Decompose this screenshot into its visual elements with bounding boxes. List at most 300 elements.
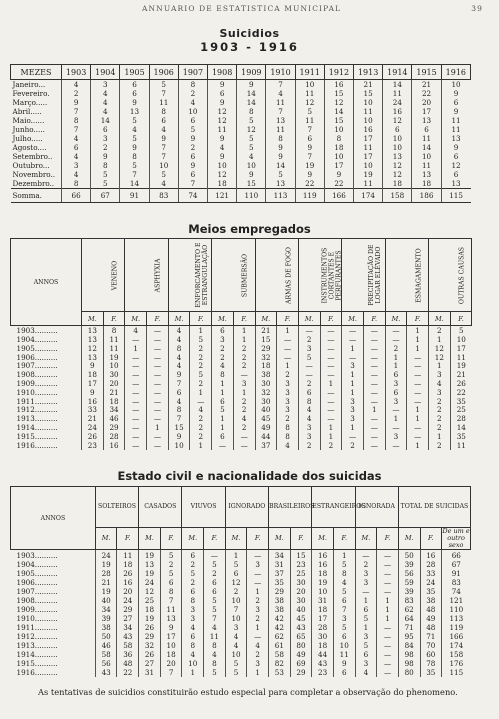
year-label: 1906.......... (16, 578, 58, 587)
table-cell: — (247, 569, 269, 578)
table1-title: Suicidios (219, 27, 280, 40)
male-header: M. (139, 528, 161, 550)
table-cell: — (147, 326, 169, 337)
sum-cell: 119 (295, 189, 324, 203)
table-cell: 6 (298, 389, 320, 398)
table-cell: 38 (420, 596, 442, 605)
male-header: M. (355, 528, 377, 550)
sum-cell: 66 (62, 189, 91, 203)
table-cell: 11 (354, 107, 383, 116)
table-cell: 16 (383, 107, 412, 116)
table-cell: — (320, 389, 342, 398)
table-cell: 2 (429, 326, 451, 337)
table-cell: 6 (225, 569, 247, 578)
table-row (11, 596, 471, 605)
table-cell: — (363, 415, 385, 424)
table-cell: 5 (120, 134, 149, 143)
table-cell: 2 (182, 578, 204, 587)
female-header: F. (190, 312, 212, 326)
table-cell: 4 (178, 98, 207, 107)
table-cell: 7 (62, 107, 91, 116)
table-cell: 4 (233, 415, 255, 424)
table-row (11, 550, 471, 561)
year-label: 1914.......... (16, 650, 58, 659)
table-cell: 1 (247, 623, 269, 632)
table-cell: 10 (225, 596, 247, 605)
table-cell: — (233, 371, 255, 380)
table-cell: 9 (149, 134, 178, 143)
table-cell: 24 (139, 578, 161, 587)
table-cell: 7 (266, 107, 295, 116)
table-cell: 18 (160, 650, 182, 659)
table-cell: 10 (324, 125, 353, 134)
table-cell: 11 (354, 143, 383, 152)
table-cell: 8 (324, 134, 353, 143)
table-cell: 5 (204, 605, 226, 614)
table-cell: 15 (324, 116, 353, 125)
table-cell: 2 (233, 362, 255, 371)
table-cell: 3 (342, 406, 364, 415)
table-cell: 2 (204, 569, 226, 578)
table-cell: 21 (412, 80, 441, 90)
table-cell: — (147, 442, 169, 451)
table-cell: 12 (295, 98, 324, 107)
year-label: 1913.......... (16, 641, 58, 650)
table-cell: 56 (398, 569, 420, 578)
table-cell: 7 (160, 668, 182, 677)
table-cell: 24 (82, 424, 104, 433)
table-cell: 7 (204, 614, 226, 623)
table-cell: — (377, 578, 399, 587)
table-cell: 27 (117, 614, 139, 623)
male-header: M. (82, 312, 104, 326)
year-label: 1907.......... (16, 587, 58, 596)
table-cell: 71 (398, 623, 420, 632)
table-cell: 3 (212, 336, 234, 345)
month-label: Junho..... (12, 125, 45, 134)
table-cell: 49 (255, 424, 277, 433)
female-header: F. (377, 528, 399, 550)
table-row (11, 587, 471, 596)
table-cell: 8 (178, 80, 207, 90)
table-cell: 82 (269, 659, 291, 668)
table-cell: 17 (354, 152, 383, 161)
table-cell: 1 (342, 371, 364, 380)
method-header (385, 239, 428, 312)
table-cell: 71 (420, 632, 442, 641)
table-cell: 1 (190, 442, 212, 451)
table-cell: 3 (277, 380, 299, 389)
month-label: Abril..... (12, 107, 42, 116)
table-cell: 11 (295, 116, 324, 125)
table-cell: 1 (277, 326, 299, 337)
table-cell: — (363, 442, 385, 451)
table-cell: 1 (277, 362, 299, 371)
table-cell: 4 (62, 170, 91, 179)
table-cell: — (377, 623, 399, 632)
male-header: M. (212, 312, 234, 326)
female-header: F. (420, 528, 442, 550)
month-label: Fevereiro. (12, 89, 50, 98)
month-label: Maio...... (12, 116, 45, 125)
method-header (429, 239, 472, 312)
table-cell: 1 (247, 587, 269, 596)
table-cell: 5 (450, 326, 472, 337)
table-cell: 6 (182, 587, 204, 596)
table-cell: 4 (225, 641, 247, 650)
table-cell: 26 (450, 380, 472, 389)
table-cell: 2 (178, 143, 207, 152)
year-label: 1904.......... (16, 335, 58, 344)
sum-label: Somma. (11, 189, 62, 203)
table-cell: 1 (147, 424, 169, 433)
table-cell: 32 (255, 389, 277, 398)
sum-cell: 91 (120, 189, 149, 203)
table-cell: — (125, 415, 147, 424)
table-cell: — (147, 389, 169, 398)
table-cell: 4 (277, 442, 299, 451)
table-cell: 4 (298, 406, 320, 415)
month-label: Setembro.. (12, 152, 53, 161)
table-cell: 43 (95, 668, 117, 677)
table-cell: 11 (441, 125, 470, 134)
table-cell: 59 (398, 578, 420, 587)
table-cell: 12 (82, 345, 104, 354)
table-cell: 10 (441, 80, 470, 90)
table-cell: 1 (233, 389, 255, 398)
table-cell: — (233, 442, 255, 451)
table-row (11, 442, 472, 451)
table-cell: 40 (95, 596, 117, 605)
table-cell: 10 (103, 362, 125, 371)
table-cell: 38 (269, 596, 291, 605)
table-cell: 21 (450, 371, 472, 380)
year-label: 1911.......... (16, 623, 58, 632)
table-cell: 26 (139, 623, 161, 632)
table-row (11, 641, 471, 650)
sum-cell: 186 (412, 189, 441, 203)
table-cell: 39 (398, 587, 420, 596)
table-cell: 14 (237, 98, 266, 107)
table-cell: — (407, 362, 429, 371)
table-cell: 6 (212, 433, 234, 442)
group-header: IGNORADO (225, 487, 268, 528)
table-cell: 18 (208, 179, 237, 189)
table-cell: 7 (160, 596, 182, 605)
table-cell: 18 (103, 398, 125, 407)
table-cell: 10 (295, 80, 324, 90)
table-cell: — (320, 415, 342, 424)
table-cell: 2 (212, 345, 234, 354)
table-cell: 9 (168, 433, 190, 442)
table-cell: 2 (190, 380, 212, 389)
table-cell: 3 (62, 161, 91, 170)
table-cell: 19 (354, 170, 383, 179)
table-cell: 16 (312, 550, 334, 561)
table-row (11, 98, 471, 107)
table-cell: 6 (385, 371, 407, 380)
table-cell: 9 (237, 80, 266, 90)
table-cell: 64 (398, 614, 420, 623)
table-cell: 33 (420, 569, 442, 578)
table-cell: 1 (320, 424, 342, 433)
male-header: M. (385, 312, 407, 326)
table-cell: 6 (182, 632, 204, 641)
table-cell: 35 (450, 433, 472, 442)
sum-cell: 110 (237, 189, 266, 203)
table-cell: 4 (237, 152, 266, 161)
table-row (11, 134, 471, 143)
table-cell: 9 (208, 152, 237, 161)
table-row (11, 80, 471, 90)
year-label: 1908.......... (16, 370, 58, 380)
table-cell: 98 (398, 650, 420, 659)
table1-subtitle: 1903 - 1916 (200, 40, 299, 54)
table-cell: 11 (266, 98, 295, 107)
method-header (212, 239, 255, 312)
table-row (11, 125, 471, 134)
method-label: INSTRUMENTOS CORTANTES E PERFURANTES (321, 247, 343, 303)
table-cell: 83 (442, 578, 471, 587)
sum-cell: 74 (178, 189, 207, 203)
table-cell: — (147, 371, 169, 380)
female-header: F. (277, 312, 299, 326)
female-header: F. (204, 528, 226, 550)
table-cell: — (385, 406, 407, 415)
table-cell: 62 (398, 605, 420, 614)
table-cell: 4 (168, 398, 190, 407)
table-cell: — (377, 560, 399, 569)
female-header: F. (363, 312, 385, 326)
sum-cell: 113 (266, 189, 295, 203)
table-cell: 4 (168, 326, 190, 337)
male-header: M. (168, 312, 190, 326)
table-cell: — (407, 354, 429, 363)
method-header (125, 239, 168, 312)
male-header: M. (269, 528, 291, 550)
row-header: ANNOS (11, 487, 96, 550)
table-cell: 28 (420, 560, 442, 569)
table-cell: 39 (95, 614, 117, 623)
table-cell: 5 (182, 569, 204, 578)
table-cell: 6 (149, 116, 178, 125)
table-cell: 8 (62, 179, 91, 189)
table-cell: — (147, 398, 169, 407)
table-cell: — (147, 336, 169, 345)
method-header (255, 239, 298, 312)
table-cell: 6 (62, 143, 91, 152)
table-cell: 19 (95, 587, 117, 596)
table-cell: — (125, 371, 147, 380)
table-cell: 3 (225, 623, 247, 632)
table-cell: 18 (255, 362, 277, 371)
table-cell: 10 (354, 161, 383, 170)
table-cell: 80 (290, 641, 312, 650)
table-cell: 1 (363, 406, 385, 415)
table-cell: 46 (95, 641, 117, 650)
group-header: BRASILEIROS (269, 487, 312, 528)
table-cell: 7 (149, 152, 178, 161)
table-cell: 12 (324, 98, 353, 107)
table-cell: 2 (277, 415, 299, 424)
table-cell: 1 (225, 550, 247, 561)
table-cell: 2 (233, 406, 255, 415)
table-cell: 9 (266, 143, 295, 152)
table-cell: 11 (412, 161, 441, 170)
table-cell: 10 (208, 161, 237, 170)
method-label: VENENO (111, 260, 119, 290)
table-cell: 10 (333, 641, 355, 650)
table-cell: 2 (342, 442, 364, 451)
table-cell: 10 (383, 134, 412, 143)
year-label: 1907.......... (16, 361, 58, 371)
female-header: F. (290, 528, 312, 550)
year-header: 1911 (295, 65, 324, 80)
female-header: F. (320, 312, 342, 326)
table-cell: 26 (117, 569, 139, 578)
table-cell: 5 (120, 116, 149, 125)
table-cell: 2 (298, 442, 320, 451)
table-cell: 10 (225, 614, 247, 623)
table-cell: 1 (247, 668, 269, 677)
year-label: 1912.......... (16, 405, 58, 415)
table-cell: 3 (333, 614, 355, 623)
table-cell: 13 (266, 179, 295, 189)
table-cell: 18 (82, 371, 104, 380)
year-header: 1912 (324, 65, 353, 80)
male-header: M. (298, 312, 320, 326)
table-cell: 17 (312, 614, 334, 623)
table-cell: 9 (208, 98, 237, 107)
table-cell: 13 (412, 116, 441, 125)
table-cell: 4 (91, 89, 120, 98)
table-cell: 16 (420, 550, 442, 561)
table-cell: — (377, 569, 399, 578)
sum-cell: 158 (383, 189, 412, 203)
table-cell: 45 (290, 614, 312, 623)
table-cell: 11 (103, 345, 125, 354)
table-cell: — (125, 433, 147, 442)
method-header (298, 239, 341, 312)
year-label: 1910.......... (16, 387, 58, 397)
table-cell: 3 (277, 406, 299, 415)
table-cell: 10 (312, 587, 334, 596)
table-cell: 1 (407, 442, 429, 451)
table-cell: 56 (95, 659, 117, 668)
table-cell: 2 (233, 345, 255, 354)
table-cell: 10 (225, 650, 247, 659)
table-cell: 30 (103, 371, 125, 380)
table-cell: 17 (450, 345, 472, 354)
table-cell: — (355, 587, 377, 596)
table-cell: 3 (342, 415, 364, 424)
table-cell: 14 (237, 89, 266, 98)
table-cell: 11 (103, 336, 125, 345)
table-cell: 3 (342, 398, 364, 407)
table-cell: — (233, 433, 255, 442)
table-cell: 7 (168, 380, 190, 389)
table-cell: 37 (255, 442, 277, 451)
table-cell: 19 (103, 354, 125, 363)
table-cell: 35 (420, 587, 442, 596)
year-label: 1912.......... (16, 632, 58, 641)
methods-table (10, 238, 472, 450)
method-label: ENFORCAMENTO E ESTRANGULAÇÃO (194, 242, 209, 308)
year-label: 1915.......... (16, 659, 58, 668)
table-cell: 8 (333, 569, 355, 578)
table-cell: 58 (95, 650, 117, 659)
female-header: F. (233, 312, 255, 326)
table-cell: 4 (182, 650, 204, 659)
table-cell: — (407, 433, 429, 442)
table-cell: 31 (139, 668, 161, 677)
sum-cell: 115 (441, 189, 470, 203)
month-label: Julho..... (12, 134, 43, 143)
female-header: F. (247, 528, 269, 550)
table-cell: — (298, 371, 320, 380)
table-cell: — (147, 433, 169, 442)
table-cell: 3 (233, 380, 255, 389)
table-cell: 1 (407, 345, 429, 354)
table-cell: — (147, 354, 169, 363)
table-cell: 49 (420, 614, 442, 623)
table-cell: — (377, 641, 399, 650)
table-cell: 78 (420, 659, 442, 668)
table-cell: 69 (290, 659, 312, 668)
male-header: M. (255, 312, 277, 326)
table-cell: 8 (182, 596, 204, 605)
table-cell: 2 (190, 354, 212, 363)
table-cell: 5 (266, 170, 295, 179)
table-cell: 29 (290, 668, 312, 677)
table-cell: 6 (295, 134, 324, 143)
table-cell: — (363, 424, 385, 433)
table-cell: — (363, 354, 385, 363)
table-cell: 8 (277, 424, 299, 433)
table-cell: 3 (298, 433, 320, 442)
table-cell: 2 (233, 398, 255, 407)
year-label: 1910.......... (16, 614, 58, 623)
group-header: VIUVOS (182, 487, 225, 528)
table-cell: 8 (168, 406, 190, 415)
table-cell: 58 (269, 650, 291, 659)
table-cell: 6 (212, 326, 234, 337)
table-cell: — (407, 424, 429, 433)
table-cell: 16 (117, 578, 139, 587)
table-cell: 44 (312, 650, 334, 659)
table-cell: 6 (91, 125, 120, 134)
table-row (11, 578, 471, 587)
table-cell: 60 (420, 650, 442, 659)
table-cell: 9 (208, 134, 237, 143)
table-cell: 1 (333, 550, 355, 561)
table-cell: — (147, 362, 169, 371)
table-cell: 26 (139, 650, 161, 659)
table-cell: 30 (255, 398, 277, 407)
table-cell: 80 (398, 668, 420, 677)
table-cell: 48 (117, 659, 139, 668)
table-cell: 35 (269, 578, 291, 587)
year-header: 1914 (383, 65, 412, 80)
table-cell: 2 (355, 560, 377, 569)
table-cell: 12 (429, 345, 451, 354)
male-header: M. (182, 528, 204, 550)
table-cell: 74 (442, 587, 471, 596)
table-cell: 1 (182, 668, 204, 677)
table-cell: 2 (233, 424, 255, 433)
table-cell: 3 (385, 380, 407, 389)
table-cell: 8 (204, 659, 226, 668)
